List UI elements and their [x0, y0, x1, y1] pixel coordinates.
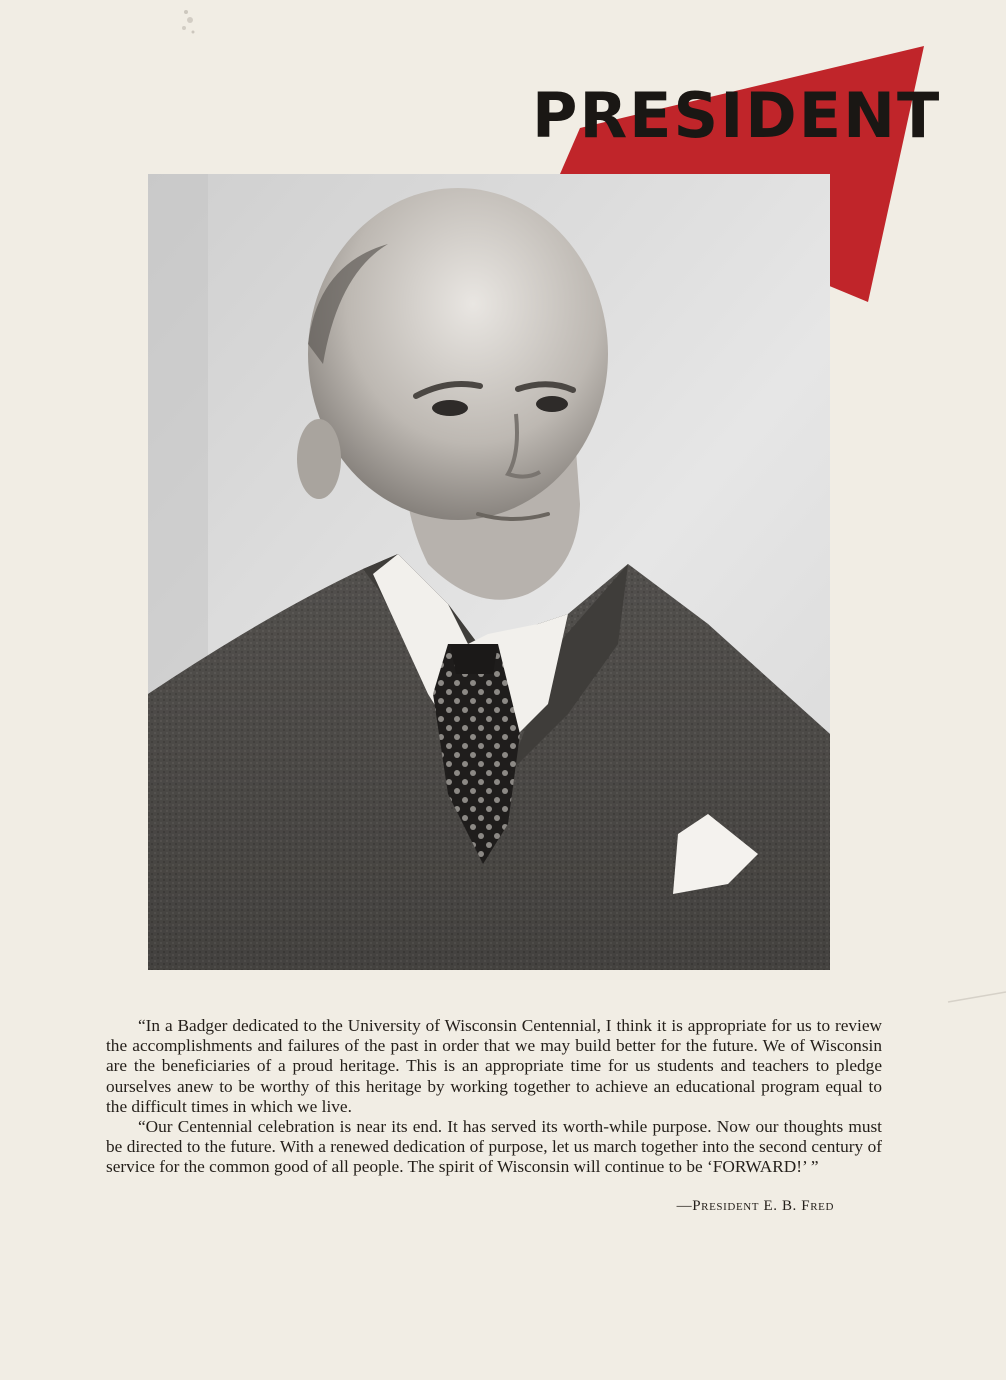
president-quote: [106, 1016, 882, 1178]
quote-attribution: [677, 1198, 834, 1215]
portrait-illustration: [148, 174, 830, 970]
page-title: PRESIDENT: [532, 79, 942, 152]
quote-paragraph-1: “In a Badger dedicated to the University of Wisconsin Centennial, I think it is appropriate for us to review the accomplishments and failures of the past in order that we may build better for the future. We of Wisconsin are the beneficiaries of a proud heritage. This is an appropriate time for us students and teachers to pledge ourselves anew to be worthy of this heritage by working together to achieve an educational program equal to the difficult times in which we live.: [106, 1016, 882, 1116]
attribution-text: —President E. B. Fred: [676, 1198, 834, 1214]
quote-paragraph-2: “Our Centennial celebration is near its end. It has served its worth-while purpose. Now our thoughts must be directed to the future. With a renewed dedication of purpose, let us march together into the second century of service for the common good of all people. The spirit of Wisconsin will continue to be ‘FORWARD!’ ”: [106, 1117, 882, 1177]
page-edge-mark: [946, 990, 1006, 1006]
portrait-photo: [148, 174, 830, 970]
